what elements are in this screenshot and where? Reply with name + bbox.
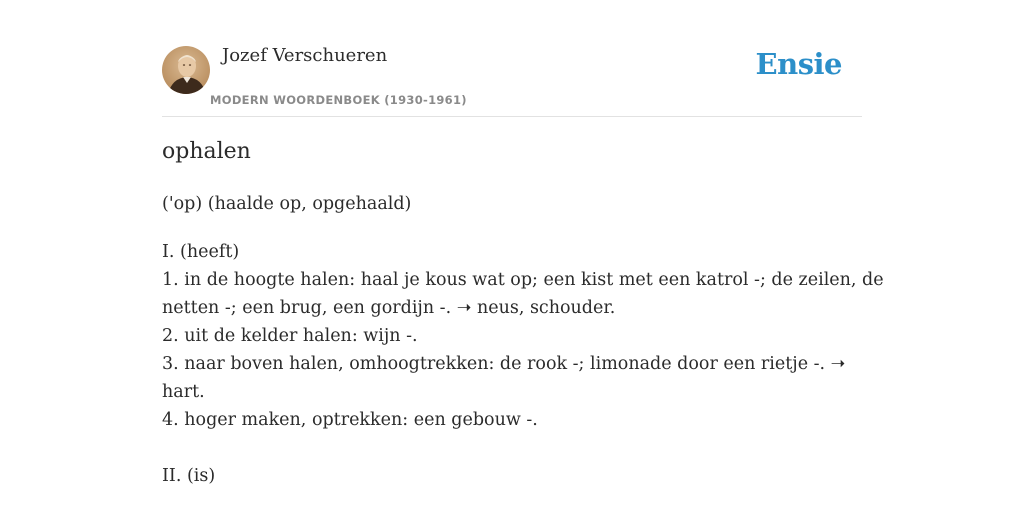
definition-line: 3. naar boven halen, omhoogtrekken: de rook -; limonade door een rietje -. ➝ (162, 354, 846, 374)
article-page (162, 0, 884, 512)
entry-title: ophalen (162, 139, 251, 164)
entry-definition (162, 238, 884, 490)
article-header (162, 0, 862, 117)
definition-line: II. (is) (162, 466, 216, 486)
brand-logo[interactable]: Ensie (755, 47, 842, 81)
author-name[interactable]: Jozef Verschueren (222, 45, 388, 66)
definition-spacer (162, 434, 862, 462)
author-portrait-icon (162, 46, 210, 94)
entry-pronunciation: ('op) (haalde op, opgehaald) (162, 194, 412, 214)
definition-line: I. (heeft) (162, 242, 240, 262)
definition-line: hart. (162, 382, 205, 402)
definition-line: 1. in de hoogte halen: haal je kous wat op; een kist met een katrol -; de zeilen, de (162, 270, 884, 290)
definition-line: 2. uit de kelder halen: wijn -. (162, 326, 418, 346)
author-avatar[interactable] (162, 46, 210, 94)
definition-line: netten -; een brug, een gordijn -. ➝ neus, schouder. (162, 298, 616, 318)
source-label[interactable]: MODERN WOORDENBOEK (1930-1961) (210, 93, 467, 107)
definition-line: 4. hoger maken, optrekken: een gebouw -. (162, 410, 538, 430)
